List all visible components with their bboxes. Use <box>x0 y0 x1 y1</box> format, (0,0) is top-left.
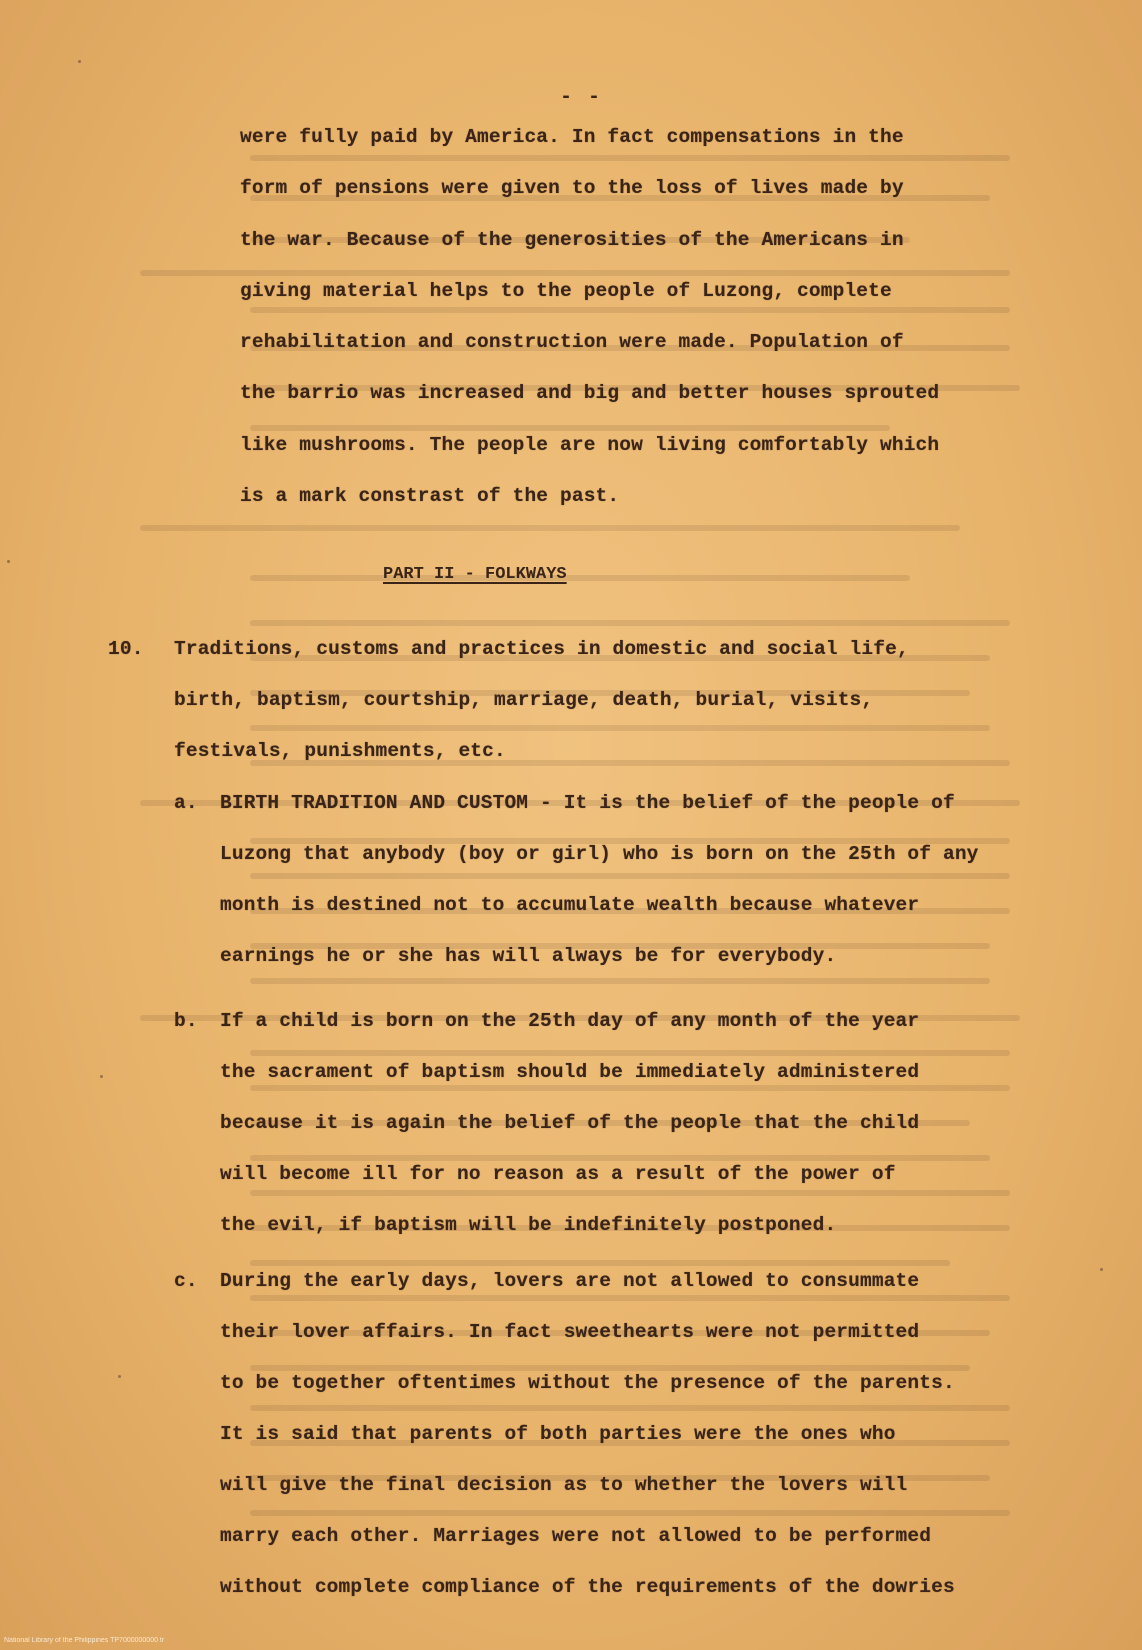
item-c-line-1: During the early days, lovers are not allowed to consummate <box>220 1270 920 1292</box>
scan-footer-caption: National Library of the Philippines TP7000000000 tr <box>4 1637 165 1644</box>
item-b-line-3: because it is again the belief of the people that the child <box>220 1112 920 1134</box>
scan-speck <box>1100 1268 1103 1271</box>
item-a-label: a. <box>174 792 198 814</box>
item-a-line-4: earnings he or she has will always be for everybody. <box>220 945 837 967</box>
item-a-line-2: Luzong that anybody (boy or girl) who is born on the 25th of any <box>220 843 979 865</box>
top-page-marks: - - <box>560 86 603 109</box>
intro-line-3: the war. Because of the generosities of the Americans in <box>240 229 904 251</box>
item-a-line-3: month is destined not to accumulate wealth because whatever <box>220 894 920 916</box>
item-c-line-5: will give the final decision as to whether the lovers will <box>220 1474 908 1496</box>
intro-line-2: form of pensions were given to the loss of lives made by <box>240 177 904 199</box>
section-heading: PART II - FOLKWAYS <box>383 565 567 584</box>
scan-speck <box>100 1075 103 1078</box>
item-b-line-4: will become ill for no reason as a result of the power of <box>220 1163 896 1185</box>
scan-speck <box>78 60 81 63</box>
item-b-line-2: the sacrament of baptism should be immediately administered <box>220 1061 920 1083</box>
item-c-label: c. <box>174 1270 198 1292</box>
item-10-number: 10. <box>108 638 144 660</box>
item-c-line-3: to be together oftentimes without the presence of the parents. <box>220 1372 955 1394</box>
intro-line-1: were fully paid by America. In fact compensations in the <box>240 126 904 148</box>
scan-speck <box>118 1375 121 1378</box>
intro-line-7: like mushrooms. The people are now living comfortably which <box>240 434 940 456</box>
intro-line-5: rehabilitation and construction were made. Population of <box>240 331 904 353</box>
item-c-line-7: without complete compliance of the requirements of the dowries <box>220 1576 955 1598</box>
scan-speck <box>7 560 10 563</box>
item-c-line-6: marry each other. Marriages were not allowed to be performed <box>220 1525 932 1547</box>
item-10-line-2: birth, baptism, courtship, marriage, death, burial, visits, <box>174 689 874 711</box>
item-c-line-2: their lover affairs. In fact sweethearts were not permitted <box>220 1321 920 1343</box>
item-10-line-1: Traditions, customs and practices in domestic and social life, <box>174 638 909 660</box>
item-a-line-1: BIRTH TRADITION AND CUSTOM - It is the belief of the people of <box>220 792 955 814</box>
item-b-line-1: If a child is born on the 25th day of any month of the year <box>220 1010 920 1032</box>
intro-line-8: is a mark constrast of the past. <box>240 485 620 507</box>
item-c-line-4: It is said that parents of both parties were the ones who <box>220 1423 896 1445</box>
item-b-line-5: the evil, if baptism will be indefinitely postponed. <box>220 1214 837 1236</box>
item-b-label: b. <box>174 1010 198 1032</box>
intro-line-6: the barrio was increased and big and better houses sprouted <box>240 382 940 404</box>
intro-line-4: giving material helps to the people of Luzong, complete <box>240 280 892 302</box>
item-10-line-3: festivals, punishments, etc. <box>174 740 506 762</box>
